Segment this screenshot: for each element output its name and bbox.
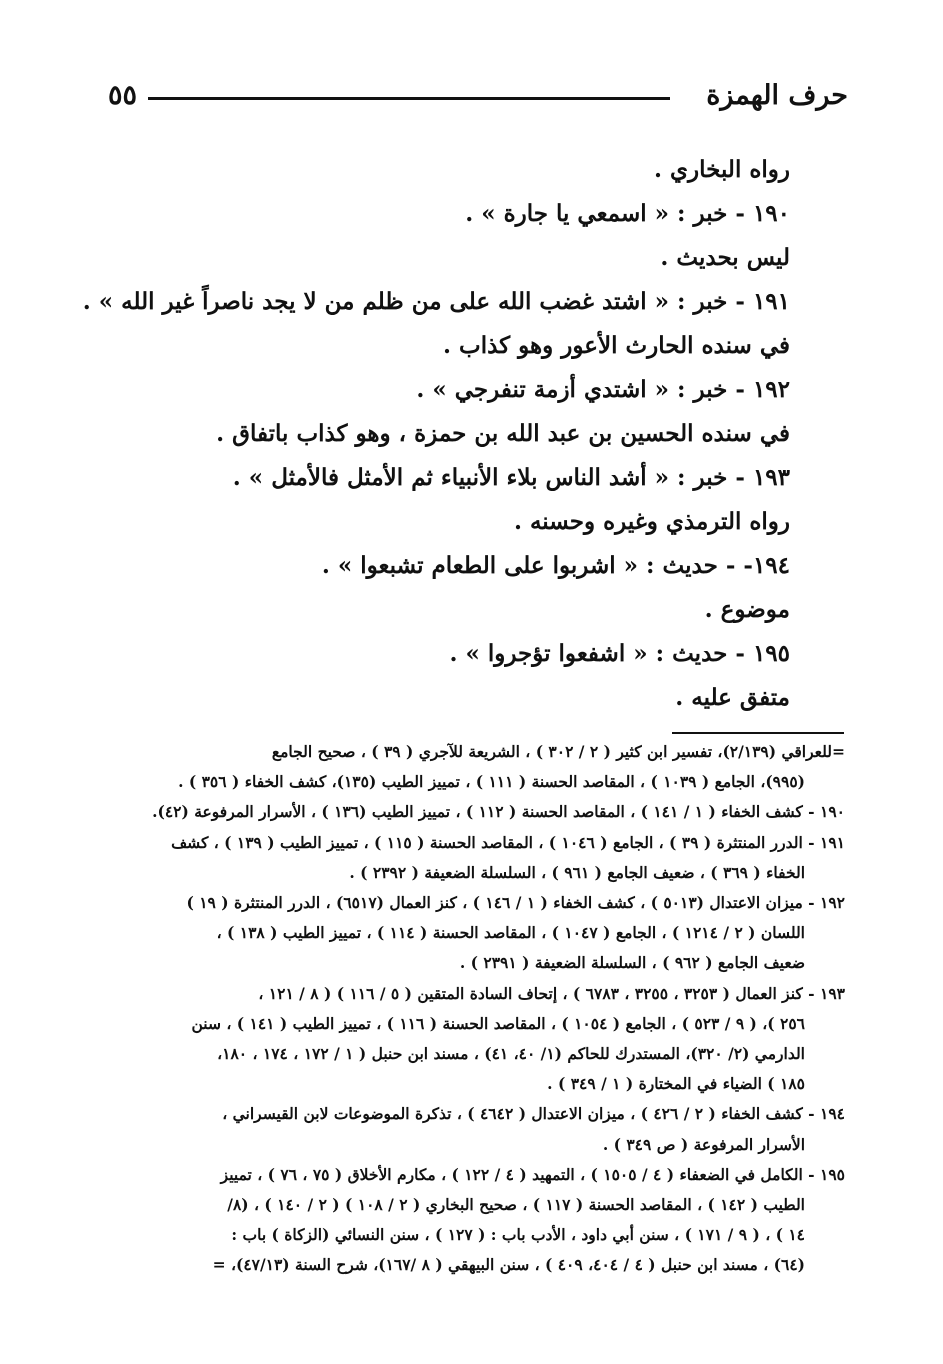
footnote-line: ١٤ ) ، ( ٩ / ١٧١ ) ، سنن أبي داود ، الأدب باب : ( ١٢٧ ) ، سنن النسائي (الزكاة ) باب : (231, 1225, 805, 1245)
footnote-separator (672, 732, 844, 734)
footnote-line: (٩٩٥)، الجامع ( ١٠٣٩ ) ، المقاصد الحسنة ( ١١١ ) ، تمييز الطيب (١٣٥)، كشف الخفاء ( ٣٥٦ ) . (178, 772, 805, 792)
footnote-line: اللسان ( ٢ / ١٢١٤ ) ، الجامع ( ١٠٤٧ ) ، المقاصد الحسنة ( ١١٤ ) ، تمييز الطيب ( ١٣٨ ) ، (216, 923, 805, 943)
footnote-line: ضعيف الجامع ( ٩٦٢ ) ، السلسلة الضعيفة ( ٢٣٩١ ) . (459, 953, 805, 973)
entry-heading: ١٩٥ - حديث : « اشفعوا تؤجروا » . (449, 640, 790, 667)
entry-heading: ١٩٢ - خبر : « اشتدي أزمة تنفرجي » . (416, 376, 790, 403)
entry-heading: ١٩١ - خبر : « اشتد غضب الله على من ظلم من لا يجد ناصراً غير الله » . (82, 288, 790, 315)
text-line: ليس بحديث . (660, 244, 790, 271)
footnote-line: ١٩٠ - كشف الخفاء ( ١ / ١٤١ ) ، المقاصد الحسنة ( ١١٢ ) ، تمييز الطيب (١٣٦ ) ، الأسرار المرفوعة (٤٢). (152, 802, 845, 822)
footnote-line: ١٨٥ ) الضياء في المختارة ( ١ / ٣٤٩ ) . (547, 1074, 805, 1094)
footnote-line: ١٩٣ - كنز العمال ( ٣٢٥٣ ، ٣٢٥٥ ، ٦٧٨٣ ) ، إتحاف السادة المتقين ( ٥ / ١١٦ ) ( ٨ / ١٢١ ، (258, 983, 845, 1003)
entry-heading: ١٩٤- - حديث : « اشربوا على الطعام تشبعوا » . (321, 552, 790, 579)
entry-heading: ١٩٣ - خبر : « أشد الناس بلاء الأنبياء ثم الأمثل فالأمثل » . (232, 464, 790, 491)
footnote-line: ١٩٢ - ميزان الاعتدال (٥٠١٣ ) ، كشف الخفاء ( ١ / ١٤٦ ) ، كنز العمال (٦٥١٧) ، الدرر المنتثرة ( ١٩ ) (186, 893, 845, 913)
footnote-line: الخفاء ( ٣٦٩ ) ، ضعيف الجامع ( ٩٦١ ) ، السلسلة الضعيفة ( ٢٣٩٢ ) . (349, 862, 805, 882)
main-text (82, 148, 790, 720)
page-header (100, 80, 848, 120)
header-rule (148, 97, 670, 100)
footnote-line: الدارمي (٢/ ٣٢٠)، المستدرك للحاكم (١/ ٤٠، ٤١) ، مسند ابن حنبل ( ١ / ١٧٢ ، ١٧٤ ، ١٨٠، (217, 1044, 805, 1064)
footnote-line: (٦٤) ، مسند ابن حنبل ( ٤ / ٤٠٤، ٤٠٩ ) ، سنن البيهقي ( ٨ /١٦٧)، شرح السنة (٤٧/١٣)، = (212, 1255, 805, 1275)
footnote-line: ١٩٤ - كشف الخفاء ( ٢ / ٤٢٦ ) ، ميزان الاعتدال ( ٤٦٤٢ ) ، تذكرة الموضوعات لابن القيسراني ، (222, 1104, 845, 1124)
footnote-line: ٢٥٦ )، ( ٩ / ٥٢٣ ) ، الجامع ( ١٠٥٤ ) ، المقاصد الحسنة ( ١١٦ ) ، تمييز الطيب ( ١٤١ ) ، سنن (191, 1013, 805, 1033)
text-line: في سنده الحارث الأعور وهو كذاب . (443, 332, 790, 359)
footnote-line: ١٩٥ - الكامل في الضعفاء ( ٤ / ١٥٠٥ ) ، التمهيد ( ٤ / ١٢٢ ) ، مكارم الأخلاق ( ٧٥ ، ٧٦ ) ، تمييز (220, 1164, 845, 1184)
text-line: موضوع . (704, 596, 790, 623)
footnote-line: ١٩١ - الدرر المنتثرة ( ٣٩ ) ، الجامع ( ١٠٤٦ ) ، المقاصد الحسنة ( ١١٥ ) ، تمييز الطيب ( ١٣٩ ) ، كشف (171, 832, 845, 852)
footnotes (100, 737, 845, 1281)
page-number: ٥٥ (108, 80, 138, 111)
text-line: متفق عليه . (675, 684, 790, 711)
footnote-line: =للعراقي (٢/١٣٩)، تفسير ابن كثير ( ٢ / ٣٠٢ ) ، الشريعة للآجري ( ٣٩ ) ، صحيح الجامع (271, 742, 845, 761)
text-line: رواه البخاري . (654, 156, 790, 183)
footnote-line: الطيب ( ١٤٢ ) ، المقاصد الحسنة ( ١١٧ ) ، صحيح البخاري ( ٢ / ١٠٨ ) ( ٢ / ١٤٠ ) ، (٨/ (227, 1195, 805, 1215)
text-line: رواه الترمذي وغيره وحسنه . (513, 508, 790, 535)
entry-heading: ١٩٠ - خبر : « اسمعي يا جارة » . (465, 200, 790, 227)
text-line: في سنده الحسين بن عبد الله بن حمزة ، وهو كذاب باتفاق . (216, 420, 790, 447)
footnote-line: الأسرار المرفوعة ( ص ٣٤٩ ) . (602, 1134, 805, 1154)
page-title: حرف الهمزة (706, 80, 848, 111)
